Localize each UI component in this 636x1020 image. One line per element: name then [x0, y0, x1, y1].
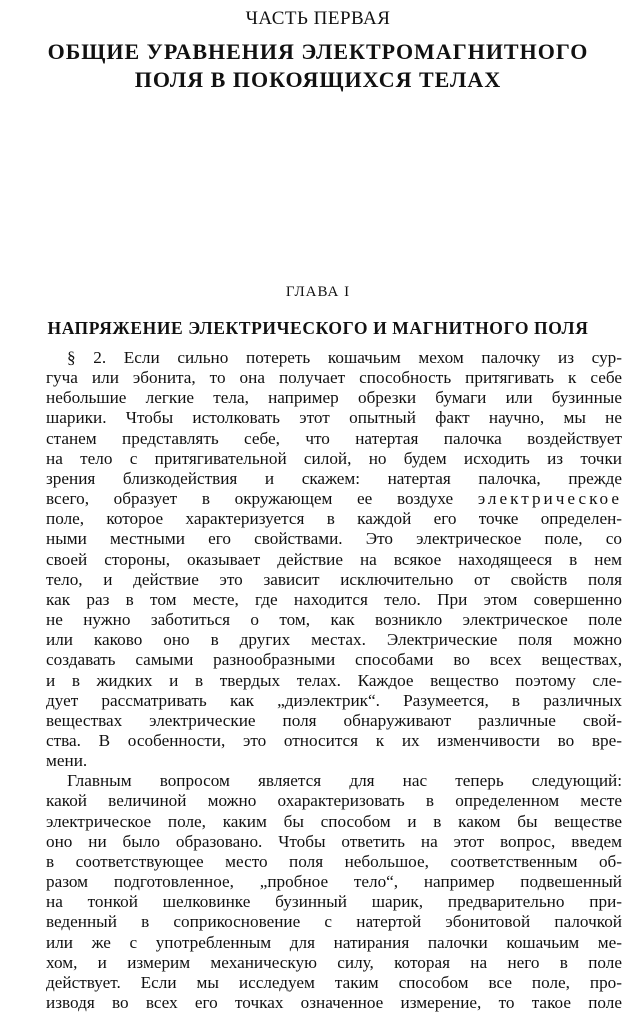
chapter-title: НАПРЯЖЕНИЕ ЭЛЕКТРИЧЕСКОГО И МАГНИТНОГО ПОЛЯ	[47, 318, 589, 338]
text-line: § 2. Если сильно потереть кошачьим мехом палочку из сур-	[67, 348, 622, 367]
text-line: в соответствующее место поля небольшое, соответственным об-	[46, 851, 622, 871]
part-title-line: ОБЩИЕ УРАВНЕНИЯ ЭЛЕКТРОМАГНИТНОГО	[47, 39, 589, 64]
part-title	[0, 38, 636, 94]
text-line: хом, и измерим механическую силу, которая на него в поле	[46, 952, 622, 972]
text-line: и в жидких и в твердых телах. Каждое вещество поэтому сле-	[46, 670, 622, 690]
chapter-label: ГЛАВА I	[285, 284, 351, 300]
text-line: разом подготовленное, „пробное тело“, например подвешенный	[46, 872, 622, 892]
paragraph	[46, 771, 622, 1013]
part-label: ЧАСТЬ ПЕРВАЯ	[245, 8, 391, 29]
text-line: шарики. Чтобы истолковать этот опытный факт научно, мы не	[46, 408, 622, 428]
text-line: дует рассматривать как „диэлектрик“. Разумеется, в различных	[46, 690, 622, 710]
emphasized-word: электрическое	[477, 489, 622, 509]
body-text	[46, 348, 622, 1013]
text-fragment: всего, образует в окружающем ее воздухе	[46, 489, 478, 509]
text-line	[46, 489, 622, 509]
part-title-line: ПОЛЯ В ПОКОЯЩИХСЯ ТЕЛАХ	[134, 67, 502, 92]
text-line: на тонкой шелковинке бузинный шарик, предварительно при-	[46, 892, 622, 912]
text-line: небольшие легкие тела, например обрезки бумаги или бузинные	[46, 388, 622, 408]
text-line: на тело с притягивательной силой, но будем исходить из точки	[46, 448, 622, 468]
text-line: не нужно заботиться о том, как возникло электрическое поле	[46, 610, 622, 630]
text-line: гуча или эбонита, то она получает способность притягивать к себе	[46, 368, 622, 388]
text-line: как раз в том месте, где находится тело. При этом совершенно	[46, 589, 622, 609]
text-line: или же с употребленным для натирания палочки кошачьим ме-	[46, 932, 622, 952]
text-line: мени.	[46, 751, 88, 771]
text-line: электрическое поле, каким бы способом и в каком бы веществе	[46, 811, 622, 831]
text-line: изводя во всех его точках означенное измерение, то такое поле	[46, 993, 622, 1012]
text-line: тело, и действие это зависит исключительно от свойств поля	[46, 569, 622, 589]
text-line: действует. Если мы исследуем таким способом все поле, про-	[46, 972, 622, 992]
text-line: своей стороны, оказывает действие на всякое находящееся в нем	[46, 549, 622, 569]
text-line: или каково оно в других местах. Электрические поля можно	[46, 630, 622, 650]
paragraph	[46, 348, 622, 771]
text-line: ными местными его свойствами. Это электрическое поле, со	[46, 529, 622, 549]
text-line: веществах электрические поля обнаруживают различные свой-	[46, 710, 622, 730]
text-line: создавать самыми разнообразными способами во всех веществах,	[46, 650, 622, 670]
text-line: поле, которое характеризуется в каждой его точке определен-	[46, 509, 622, 529]
text-line: оно ни было образовано. Чтобы ответить на этот вопрос, введем	[46, 831, 622, 851]
text-line: Главным вопросом является для нас теперь следующий:	[67, 771, 622, 791]
text-line: веденный в соприкосновение с натертой эбонитовой палочкой	[46, 912, 622, 932]
text-line: ства. В особенности, это относится к их изменчивости во вре-	[46, 730, 622, 750]
text-line: какой величиной можно охарактеризовать в определенном месте	[46, 791, 622, 811]
text-line: зрения близкодействия и скажем: натертая палочка, прежде	[46, 468, 622, 488]
text-line: станем представлять себе, что натертая палочка воздействует	[46, 428, 622, 448]
